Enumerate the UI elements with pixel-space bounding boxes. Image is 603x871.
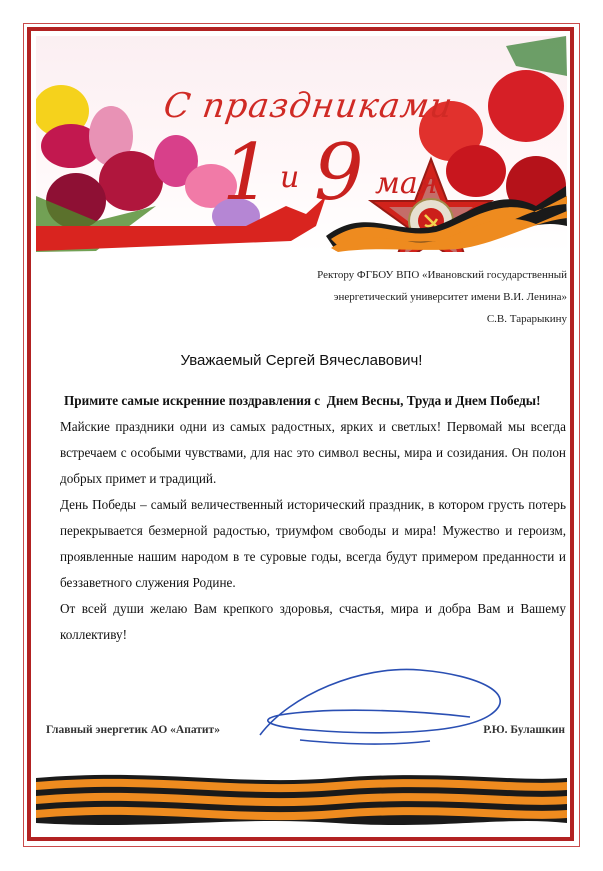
signer-name: Р.Ю. Булашкин [483, 724, 565, 736]
paragraph-2: День Победы – самый величественный исторический праздник, в котором грусть потерь перекрывается безмерной радостью, триумфом свободы и мира! Мужество и героизм, проявленные нашим народом в те суровые годы, всегда будут примером преданности и беззаветного служения Родине. [60, 497, 566, 590]
signature-image [250, 655, 520, 755]
banner-illustration [36, 36, 567, 252]
lead-prefix: Примите самые искренние поздравления с [64, 393, 321, 408]
banner-number-1: 1 [222, 128, 272, 218]
letter-body [60, 388, 566, 648]
addressee-line-3: С.В. Тарарыкину [486, 313, 567, 325]
carnation [488, 70, 564, 142]
red-rose [99, 151, 163, 211]
st-george-ribbon-footer [36, 768, 567, 833]
banner-title: С праздниками [161, 86, 456, 126]
holiday-banner [36, 36, 567, 252]
addressee-line-2: энергетический университет имени В.И. Ленина» [333, 291, 567, 303]
lead-highlight: Днем Весны, Труда и Днем Победы! [326, 393, 541, 408]
greeting: Уважаемый Сергей Вячеславович! [180, 352, 423, 369]
banner-month: мая [375, 166, 438, 201]
addressee-line-1: Ректору ФГБОУ ВПО «Ивановский государственный [317, 269, 567, 281]
lead-paragraph [60, 388, 566, 414]
paragraph-1: Майские праздники одни из самых радостных, ярких и светлых! Первомай мы всегда встречаем с особыми чувствами, для нас это символ весны, мира и созидания. Он полон добрых примет и традиций. [60, 419, 566, 486]
addressee-block [317, 264, 567, 330]
paragraph-3: От всей души желаю Вам крепкого здоровья, счастья, мира и добра Вам и Вашему коллективу! [60, 601, 566, 642]
signer-position: Главный энергетик АО «Апатит» [46, 724, 220, 736]
banner-number-9: 9 [314, 128, 364, 218]
banner-and: и [280, 160, 300, 195]
